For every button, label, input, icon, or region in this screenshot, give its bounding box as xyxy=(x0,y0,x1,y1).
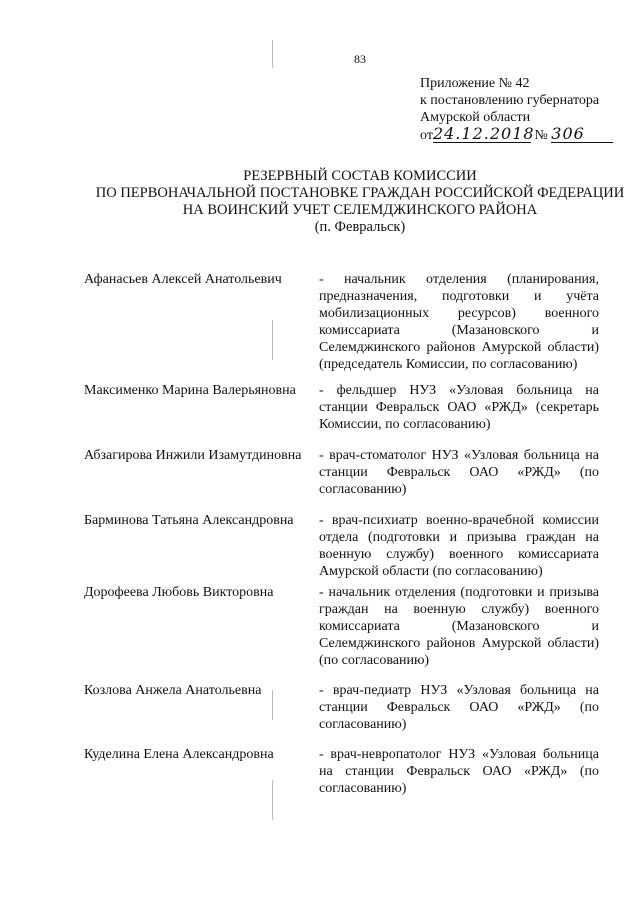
title-line-2: ПО ПЕРВОНАЧАЛЬНОЙ ПОСТАНОВКЕ ГРАЖДАН РОССИЙСКОЙ ФЕДЕРАЦИИ xyxy=(95,185,625,201)
title-line-3: НА ВОИНСКИЙ УЧЕТ СЕЛЕМДЖИНСКОГО РАЙОНА xyxy=(182,202,538,218)
member-role: - врач-невропатолог НУЗ «Узловая больница на станции Февральск ОАО «РЖД» (по согласованию) xyxy=(319,747,599,796)
scan-artifact-line xyxy=(272,690,273,720)
annex-date-line xyxy=(420,126,613,144)
handwritten-date: 24.12.2018 xyxy=(432,124,535,143)
annex-block xyxy=(420,75,613,144)
member-role: - фельдшер НУЗ «Узловая больница на станции Февральск ОАО «РЖД» (секретарь Комиссии, по согласованию) xyxy=(319,383,599,432)
member-role: - начальник отделения (подготовки и призыва граждан на военную службу) военного комиссариата (Мазановского и Селемджинского районов Амурской области) (по согласованию) xyxy=(319,585,599,668)
annex-reference: к постановлению губернатора xyxy=(420,93,600,108)
document-title xyxy=(80,168,640,236)
annex-title: Приложение № 42 xyxy=(420,76,530,91)
member-name: Куделина Елена Александровна xyxy=(84,747,274,762)
scan-artifact-line xyxy=(272,320,273,360)
member-role: - врач-педиатр НУЗ «Узловая больница на станции Февральск ОАО «РЖД» (по согласованию) xyxy=(319,683,599,732)
title-line-1: РЕЗЕРВНЫЙ СОСТАВ КОМИССИИ xyxy=(243,168,477,184)
member-name: Барминова Татьяна Александровна xyxy=(84,513,294,528)
member-name: Афанасьев Алексей Анатольевич xyxy=(84,272,282,287)
scan-artifact-line xyxy=(272,780,273,820)
handwritten-number: 306 xyxy=(551,126,613,143)
member-role: - врач-психиатр военно-врачебной комиссии отдела (подготовки и призыва граждан на военную службу) военного комиссариата Амурской области (по согласованию) xyxy=(319,513,599,579)
member-name: Козлова Анжела Анатольевна xyxy=(84,683,262,698)
page-number: 83 xyxy=(354,52,366,66)
title-line-4: (п. Февральск) xyxy=(314,219,406,235)
member-name: Максименко Марина Валерьяновна xyxy=(84,383,296,398)
number-prefix: № xyxy=(534,128,548,143)
member-name: Дорофеева Любовь Викторовна xyxy=(84,585,274,600)
scan-artifact-line xyxy=(272,40,273,68)
date-prefix: от xyxy=(420,128,433,143)
annex-region: Амурской области xyxy=(420,110,531,125)
member-name: Абзагирова Инжили Изамутдиновна xyxy=(84,448,302,463)
member-role: - врач-стоматолог НУЗ «Узловая больница на станции Февральск ОАО «РЖД» (по согласованию) xyxy=(319,448,599,497)
member-role: - начальник отделения (планирования, предназначения, подготовки и учёта мобилизационных ресурсов) военного комиссариата (Мазановского и Селемджинского районов Амурской области) (председатель Комиссии, по согласованию) xyxy=(319,272,599,372)
